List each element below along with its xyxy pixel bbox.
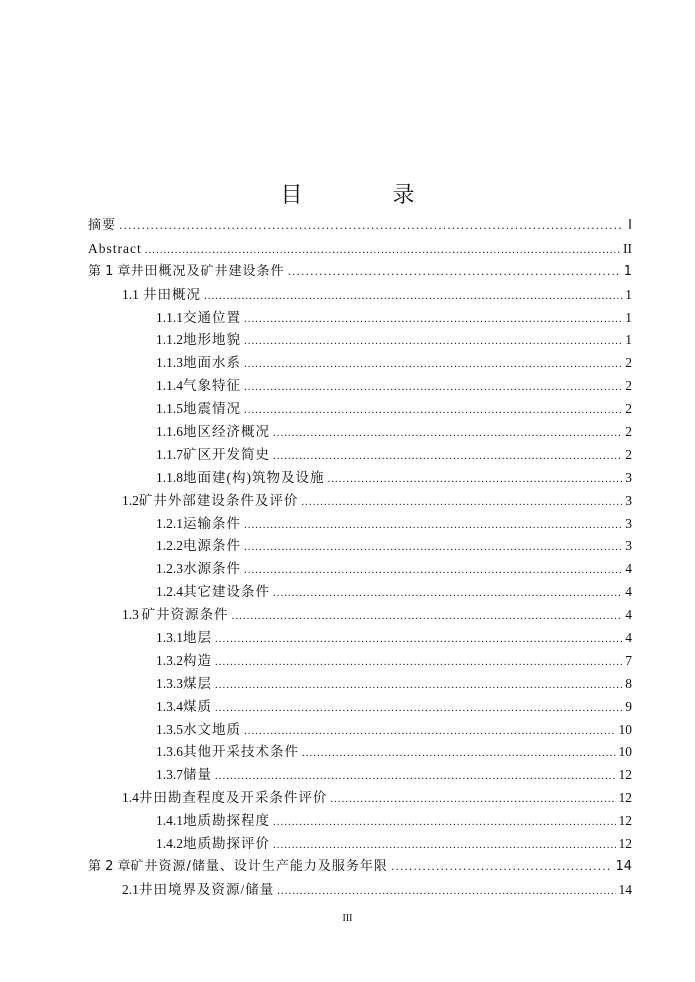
toc-entry[interactable] — [88, 421, 632, 444]
toc-entry[interactable] — [88, 604, 632, 627]
toc-entry-page: 12 — [618, 790, 632, 806]
toc-entry-page: 1 — [623, 263, 632, 279]
toc-entry-number: 1.3.1 — [156, 630, 183, 646]
toc-entry-number: 1.3.2 — [156, 652, 183, 668]
toc-entry-title: 矿井资源条件 — [141, 607, 229, 623]
toc-entry-title: 矿井外部建设条件及评价 — [138, 492, 299, 508]
toc-entry[interactable] — [88, 284, 632, 307]
dot-leader — [145, 239, 620, 262]
toc-entry-number: 第 2 章 — [88, 858, 131, 874]
toc-entry[interactable] — [88, 444, 632, 467]
toc-entry[interactable] — [88, 467, 632, 490]
toc-entry-page: 4 — [625, 607, 632, 623]
toc-entry[interactable] — [88, 719, 632, 742]
toc-entry[interactable] — [88, 581, 632, 604]
dot-leader — [330, 788, 615, 811]
toc-entry-page: 4 — [625, 561, 632, 577]
toc-entry-title: 运输条件 — [183, 515, 241, 531]
toc-entry[interactable] — [88, 238, 632, 261]
toc-entry-number: 1.1.6 — [156, 424, 183, 440]
toc-entry-page: I — [628, 218, 632, 233]
toc-entry[interactable] — [88, 215, 632, 238]
toc-entry-number: 第 1 章 — [88, 263, 131, 279]
toc-entry-page: 4 — [625, 584, 632, 600]
toc-entry-number: 1.1.3 — [156, 355, 183, 371]
dot-leader — [244, 720, 616, 743]
toc-entry[interactable] — [88, 307, 632, 330]
toc-entry-number: 1.3.3 — [156, 675, 183, 691]
toc-entry-page: 9 — [625, 698, 632, 714]
toc-entry[interactable] — [88, 627, 632, 650]
toc-entry-number: 1.2.2 — [156, 538, 183, 554]
toc-entry-title: 矿井资源/储量、设计生产能力及服务年限 — [130, 858, 388, 874]
toc-entry-page: 2 — [625, 446, 632, 462]
dot-leader — [215, 674, 622, 697]
toc-entry-number: 1.1.4 — [156, 378, 183, 394]
toc-entry-title: 井田概况 — [143, 286, 202, 302]
dot-leader — [215, 651, 622, 674]
toc-entry-number: 2.1 — [122, 881, 139, 897]
toc-entry[interactable] — [88, 352, 632, 375]
dot-leader — [119, 215, 623, 238]
toc-entry-page: 3 — [625, 492, 632, 508]
toc-entry-page: 12 — [618, 836, 632, 852]
table-of-contents — [88, 215, 632, 902]
toc-entry-title: 煤层 — [183, 675, 212, 691]
toc-entry[interactable] — [88, 375, 632, 398]
dot-leader — [273, 582, 622, 605]
dot-leader — [204, 285, 622, 308]
dot-leader — [301, 491, 622, 514]
dot-leader — [215, 765, 616, 788]
dot-leader — [244, 330, 622, 353]
toc-entry-page: 10 — [618, 744, 632, 760]
toc-entry[interactable] — [88, 513, 632, 536]
toc-entry-page: 12 — [618, 813, 632, 829]
toc-entry-number: 1.4 — [122, 790, 139, 806]
toc-entry-page: 3 — [625, 469, 632, 485]
toc-entry-page: 1 — [625, 309, 632, 325]
toc-entry-number: 1.2.3 — [156, 561, 183, 577]
dot-leader — [232, 605, 623, 628]
dot-leader — [244, 536, 622, 559]
toc-entry-page: 2 — [625, 378, 632, 394]
toc-entry-title: 地质勘探程度 — [183, 813, 270, 829]
dot-leader — [244, 399, 622, 422]
toc-entry-number: 1.2.4 — [156, 584, 183, 600]
toc-entry-number: 1.3 — [122, 607, 139, 623]
toc-entry-number: 1.1.1 — [156, 309, 183, 325]
toc-entry-number: 1.3.7 — [156, 767, 183, 783]
toc-entry-page: 4 — [625, 630, 632, 646]
toc-entry[interactable] — [88, 787, 632, 810]
toc-entry-title: 地层 — [183, 630, 212, 646]
toc-entry[interactable] — [88, 879, 632, 902]
toc-entry-page: 1 — [625, 286, 632, 302]
toc-entry-page: II — [623, 240, 632, 256]
toc-entry-number: 1.1.8 — [156, 469, 183, 485]
dot-leader — [391, 856, 613, 879]
dot-leader — [215, 628, 622, 651]
toc-entry-page: 1 — [625, 332, 632, 348]
toc-entry-number: 1.3.5 — [156, 721, 183, 737]
toc-entry[interactable] — [88, 833, 632, 856]
dot-leader — [288, 261, 621, 284]
toc-entry-number: 1.2.1 — [156, 515, 183, 531]
toc-entry-number: 1.2 — [122, 492, 139, 508]
toc-entry-title: 煤质 — [183, 698, 212, 714]
toc-entry-number: 1.4.2 — [156, 836, 183, 852]
toc-entry-number: 1.4.1 — [156, 813, 183, 829]
toc-entry-page: 2 — [625, 424, 632, 440]
toc-entry-page: 3 — [625, 538, 632, 554]
toc-entry-number: 1.1 — [122, 286, 139, 302]
toc-entry-title: 电源条件 — [183, 538, 241, 554]
toc-entry-page: 2 — [625, 355, 632, 371]
toc-entry-page: 12 — [618, 767, 632, 783]
toc-entry-title: 地面建(构)筑物及设施 — [183, 469, 325, 485]
dot-leader — [244, 559, 622, 582]
dot-leader — [215, 697, 622, 720]
toc-entry[interactable] — [88, 764, 632, 787]
toc-entry-title: 井田概况及矿井建设条件 — [130, 263, 285, 279]
toc-entry-title: 地震情况 — [183, 401, 241, 417]
toc-entry-title: 气象特征 — [183, 378, 241, 394]
dot-leader — [244, 376, 622, 399]
dot-leader — [273, 422, 622, 445]
toc-entry[interactable] — [88, 558, 632, 581]
toc-entry[interactable] — [88, 741, 632, 764]
toc-entry[interactable] — [88, 261, 632, 284]
toc-entry-page: 2 — [625, 401, 632, 417]
toc-entry[interactable] — [88, 398, 632, 421]
toc-entry[interactable] — [88, 856, 632, 879]
toc-entry-number: 1.1.2 — [156, 332, 183, 348]
toc-entry-page: 10 — [618, 721, 632, 737]
toc-entry-title: 井田勘查程度及开采条件评价 — [138, 790, 328, 806]
toc-entry-title: 其他开采技术条件 — [183, 744, 299, 760]
toc-entry[interactable] — [88, 673, 632, 696]
toc-entry-page: 14 — [618, 881, 632, 897]
toc-entry-title: 摘要 — [88, 218, 117, 233]
toc-entry-title: 储量 — [183, 767, 212, 783]
toc-entry-page: 14 — [615, 858, 632, 874]
toc-entry[interactable] — [88, 490, 632, 513]
page-number: III — [342, 913, 353, 924]
dot-leader — [244, 308, 622, 331]
toc-entry-title: 构造 — [183, 652, 212, 668]
toc-entry[interactable] — [88, 696, 632, 719]
toc-entry-number: 1.1.5 — [156, 401, 183, 417]
dot-leader — [273, 445, 622, 468]
toc-entry-number: 1.3.6 — [156, 744, 183, 760]
toc-entry-number: 1.1.7 — [156, 446, 183, 462]
toc-entry[interactable] — [88, 329, 632, 352]
toc-entry-title: 地面水系 — [183, 355, 241, 371]
toc-entry-title: 地质勘探评价 — [183, 836, 270, 852]
toc-entry-title: 其它建设条件 — [183, 584, 270, 600]
toc-entry-title: Abstract — [88, 240, 142, 256]
toc-entry[interactable] — [88, 535, 632, 558]
dot-leader — [302, 742, 616, 765]
toc-entry-title: 矿区开发简史 — [183, 446, 270, 462]
toc-entry-page: 7 — [625, 652, 632, 668]
dot-leader — [244, 353, 622, 376]
dot-leader — [273, 834, 616, 857]
toc-entry-page: 3 — [625, 515, 632, 531]
toc-entry-title: 井田境界及资源/储量 — [139, 881, 275, 897]
page-title: 目 录 — [280, 183, 449, 208]
toc-entry-title: 交通位置 — [183, 309, 241, 325]
dot-leader — [328, 468, 623, 491]
dot-leader — [273, 811, 616, 834]
toc-entry-title: 地形地貌 — [183, 332, 241, 348]
toc-entry[interactable] — [88, 650, 632, 673]
toc-entry-title: 水源条件 — [183, 561, 241, 577]
toc-entry-page: 8 — [625, 675, 632, 691]
toc-entry[interactable] — [88, 810, 632, 833]
toc-entry-number: 1.3.4 — [156, 698, 183, 714]
toc-entry-title: 水文地质 — [183, 721, 241, 737]
dot-leader — [244, 514, 622, 537]
toc-entry-title: 地区经济概况 — [183, 424, 270, 440]
dot-leader — [277, 880, 615, 903]
